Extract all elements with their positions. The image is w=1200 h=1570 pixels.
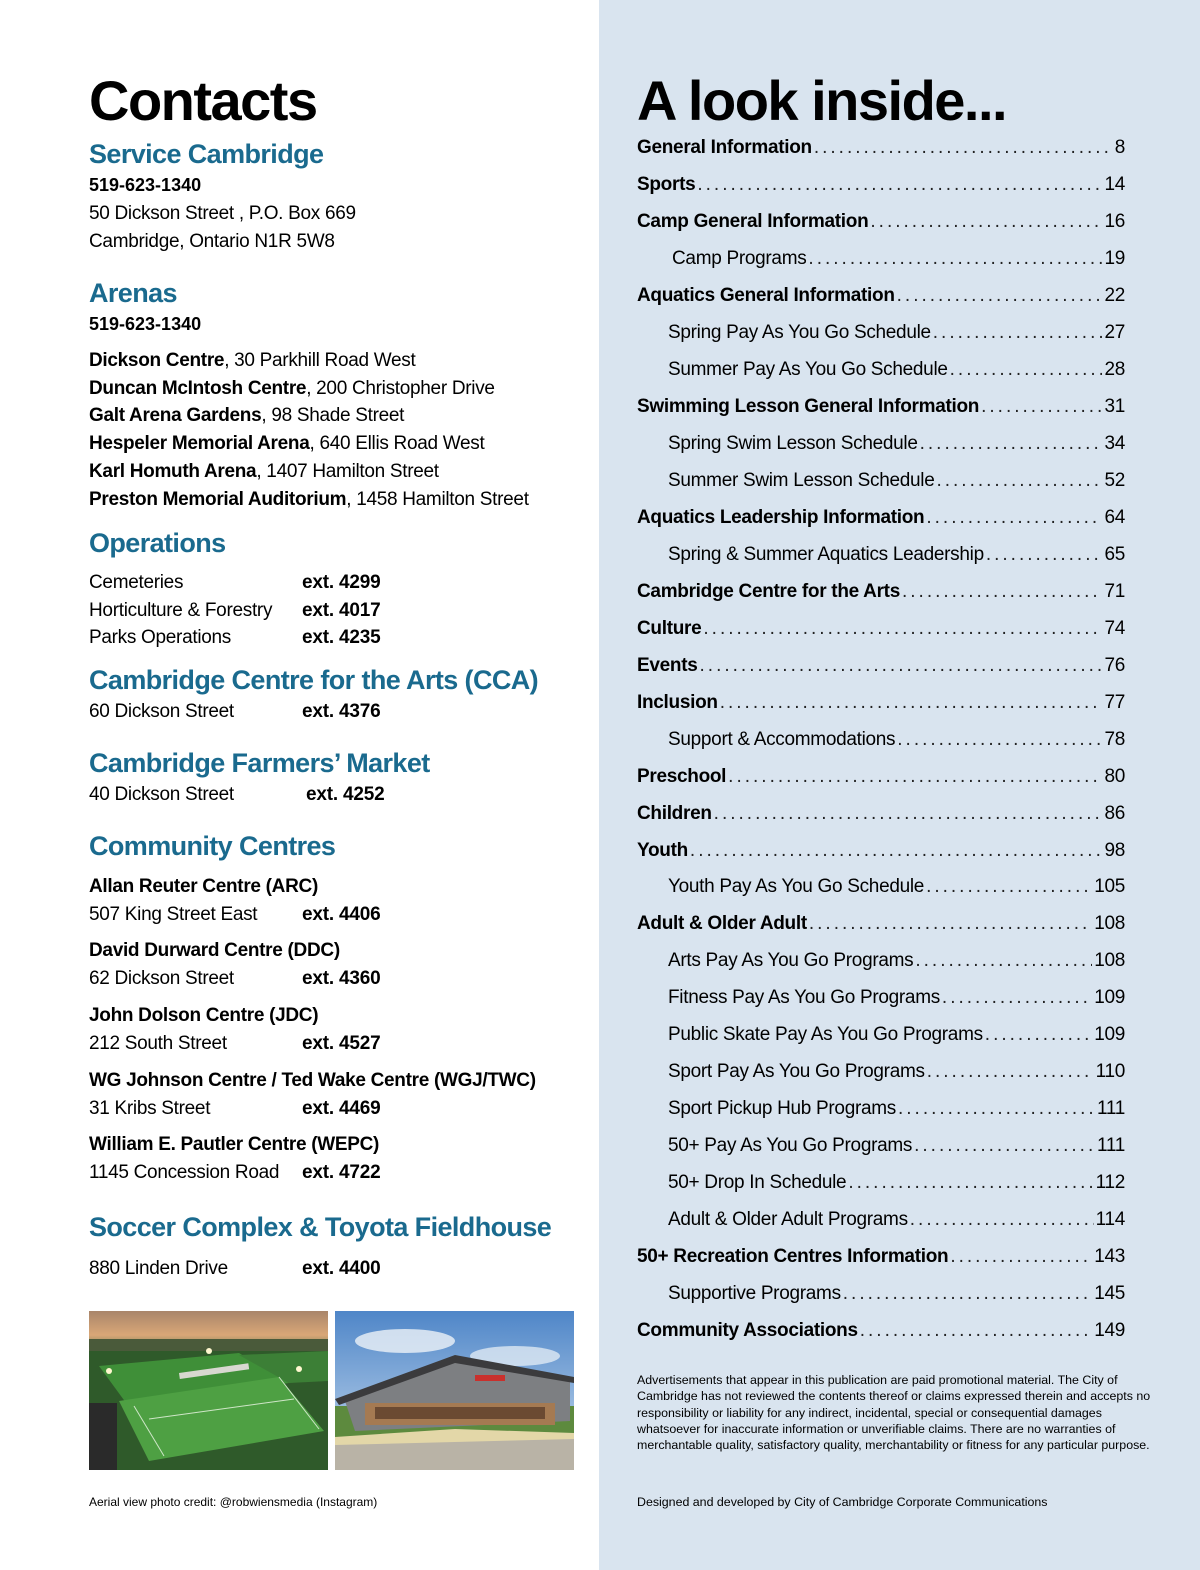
toc-title: A look inside... [637, 69, 1007, 132]
arena-item [89, 378, 495, 401]
toc-row-50-plus-pay-as-you-go[interactable]: 50+ Pay As You Go Programs ..... 111 [668, 1135, 1125, 1161]
centre-name: William E. Pautler Centre (WEPC) [89, 1134, 380, 1155]
toc-row-events[interactable]: Events ..... 76 [637, 655, 1125, 681]
toc-row-community-associations[interactable]: Community Associations ..... 149 [637, 1320, 1125, 1346]
operations-item-name: Horticulture & Forestry [89, 600, 273, 621]
arena-name: Galt Arena Gardens [89, 405, 262, 426]
toc-row-sport-pickup-hub[interactable]: Sport Pickup Hub Programs ..... 111 [668, 1098, 1125, 1124]
designed-by-credit: Designed and developed by City of Cambridge Corporate Communications [637, 1495, 1048, 1509]
service-cambridge-heading: Service Cambridge [89, 139, 324, 169]
contacts-column [89, 0, 599, 1570]
arena-address: , 98 Shade Street [261, 405, 405, 426]
operations-item-ext: ext. 4299 [302, 572, 381, 593]
toc-row-general-information[interactable]: General Information ..... 8 [637, 137, 1125, 163]
toc-row-spring-pay-as-you-go[interactable]: Spring Pay As You Go Schedule ..... 27 [668, 322, 1125, 348]
market-address: 40 Dickson Street [89, 784, 234, 805]
market-ext: ext. 4252 [306, 784, 385, 805]
toc-row-fitness-pay-as-you-go[interactable]: Fitness Pay As You Go Programs ..... 109 [668, 987, 1125, 1013]
toc-panel [599, 0, 1200, 1570]
toc-row-spring-summer-aquatics-leadership[interactable]: Spring & Summer Aquatics Leadership ..... 65 [668, 544, 1125, 570]
contacts-title: Contacts [89, 69, 317, 132]
arena-item [89, 433, 485, 456]
soccer-heading: Soccer Complex & Toyota Fieldhouse [89, 1212, 552, 1242]
arenas-phone: 519-623-1340 [89, 314, 202, 334]
soccer-ext: ext. 4400 [302, 1258, 381, 1279]
toc-row-50-plus-drop-in[interactable]: 50+ Drop In Schedule ..... 112 [668, 1172, 1125, 1198]
arena-address: , 30 Parkhill Road West [224, 350, 416, 371]
photo-credit: Aerial view photo credit: @robwiensmedia (Instagram) [89, 1495, 378, 1509]
toc-row-summer-swim-lesson[interactable]: Summer Swim Lesson Schedule ..... 52 [668, 470, 1125, 496]
advertising-disclaimer: Advertisements that appear in this publication are paid promotional material. The City of Cambridge has not reviewed the contents thereof or claims expressed therein and accepts no responsibility or liability for any indirect, incidental, special or consequential damages whatsoever for inaccurate information or unverifiable claims. There are no warranties of merchantable quality, satisfactory quality, merchantability or fitness for any particular purpose. [637, 1373, 1151, 1453]
toc-row-preschool[interactable]: Preschool ..... 80 [637, 766, 1125, 792]
centre-ext: ext. 4527 [302, 1033, 381, 1054]
arena-address: , 1458 Hamilton Street [346, 489, 529, 510]
service-address-line2: Cambridge, Ontario N1R 5W8 [89, 231, 335, 252]
centre-name: John Dolson Centre (JDC) [89, 1005, 319, 1026]
toc-row-youth-pay-as-you-go[interactable]: Youth Pay As You Go Schedule ..... 105 [668, 876, 1125, 902]
arena-name: Karl Homuth Arena [89, 461, 257, 482]
operations-heading: Operations [89, 528, 226, 558]
soccer-address: 880 Linden Drive [89, 1258, 228, 1279]
toc-row-inclusion[interactable]: Inclusion ..... 77 [637, 692, 1125, 718]
centre-ext: ext. 4469 [302, 1098, 381, 1119]
toc-row-aquatics-leadership[interactable]: Aquatics Leadership Information ..... 64 [637, 507, 1125, 533]
arena-name: Dickson Centre [89, 350, 225, 371]
fieldhouse-photo [335, 1311, 574, 1470]
service-address-line1: 50 Dickson Street , P.O. Box 669 [89, 203, 356, 224]
centre-name: David Durward Centre (DDC) [89, 940, 340, 961]
toc-row-spring-swim-lesson[interactable]: Spring Swim Lesson Schedule ..... 34 [668, 433, 1125, 459]
arenas-heading: Arenas [89, 278, 177, 308]
centre-address: 1145 Concession Road [89, 1162, 280, 1183]
toc-row-summer-pay-as-you-go[interactable]: Summer Pay As You Go Schedule ..... 28 [668, 359, 1125, 385]
centre-ext: ext. 4406 [302, 904, 381, 925]
toc-row-sport-pay-as-you-go[interactable]: Sport Pay As You Go Programs ..... 110 [668, 1061, 1125, 1087]
toc-row-youth[interactable]: Youth ..... 98 [637, 840, 1125, 866]
arena-item [89, 350, 415, 373]
arena-address: , 640 Ellis Road West [309, 433, 485, 454]
toc-row-aquatics-general-information[interactable]: Aquatics General Information ..... 22 [637, 285, 1125, 311]
toc-row-adult-older-adult[interactable]: Adult & Older Adult ..... 108 [637, 913, 1125, 939]
arena-name: Hespeler Memorial Arena [89, 433, 310, 454]
operations-item-ext: ext. 4017 [302, 600, 381, 621]
cca-ext: ext. 4376 [302, 701, 381, 722]
centre-address: 507 King Street East [89, 904, 258, 925]
toc-row-public-skate[interactable]: Public Skate Pay As You Go Programs ..... 109 [668, 1024, 1125, 1050]
toc-row-camp-programs[interactable]: Camp Programs ..... 19 [672, 248, 1125, 274]
market-heading: Cambridge Farmers’ Market [89, 748, 430, 778]
arena-name: Preston Memorial Auditorium [89, 489, 347, 510]
toc-row-50-plus-recreation-centres[interactable]: 50+ Recreation Centres Information ..... 143 [637, 1246, 1125, 1272]
centre-address: 212 South Street [89, 1033, 227, 1054]
toc-row-culture[interactable]: Culture ..... 74 [637, 618, 1125, 644]
toc-row-supportive-programs[interactable]: Supportive Programs ..... 145 [668, 1283, 1125, 1309]
arena-address: , 1407 Hamilton Street [256, 461, 439, 482]
community-centres-heading: Community Centres [89, 831, 336, 861]
centre-ext: ext. 4722 [302, 1162, 381, 1183]
toc-row-arts-pay-as-you-go[interactable]: Arts Pay As You Go Programs ..... 108 [668, 950, 1125, 976]
centre-name: WG Johnson Centre / Ted Wake Centre (WGJ/TWC) [89, 1070, 536, 1091]
centre-address: 62 Dickson Street [89, 968, 234, 989]
operations-item-name: Cemeteries [89, 572, 184, 593]
toc-row-swimming-lesson-information[interactable]: Swimming Lesson General Information ..... 31 [637, 396, 1125, 422]
arena-name: Duncan McIntosh Centre [89, 378, 307, 399]
arena-item [89, 405, 404, 428]
toc-row-camp-general-information[interactable]: Camp General Information ..... 16 [637, 211, 1125, 237]
service-phone: 519-623-1340 [89, 175, 202, 195]
aerial-soccer-photo [89, 1311, 328, 1470]
toc-row-children[interactable]: Children ..... 86 [637, 803, 1125, 829]
arena-item [89, 489, 529, 512]
centre-name: Allan Reuter Centre (ARC) [89, 876, 318, 897]
cca-address: 60 Dickson Street [89, 701, 234, 722]
operations-item-name: Parks Operations [89, 627, 231, 648]
toc-row-sports[interactable]: Sports ..... 14 [637, 174, 1125, 200]
cca-heading: Cambridge Centre for the Arts (CCA) [89, 665, 539, 695]
arena-item [89, 461, 439, 484]
operations-item-ext: ext. 4235 [302, 627, 381, 648]
centre-ext: ext. 4360 [302, 968, 381, 989]
centre-address: 31 Kribs Street [89, 1098, 211, 1119]
toc-row-adult-older-adult-programs[interactable]: Adult & Older Adult Programs ..... 114 [668, 1209, 1125, 1235]
arena-address: , 200 Christopher Drive [306, 378, 495, 399]
toc-row-centre-for-the-arts[interactable]: Cambridge Centre for the Arts ..... 71 [637, 581, 1125, 607]
toc-row-support-accommodations[interactable]: Support & Accommodations ..... 78 [668, 729, 1125, 755]
